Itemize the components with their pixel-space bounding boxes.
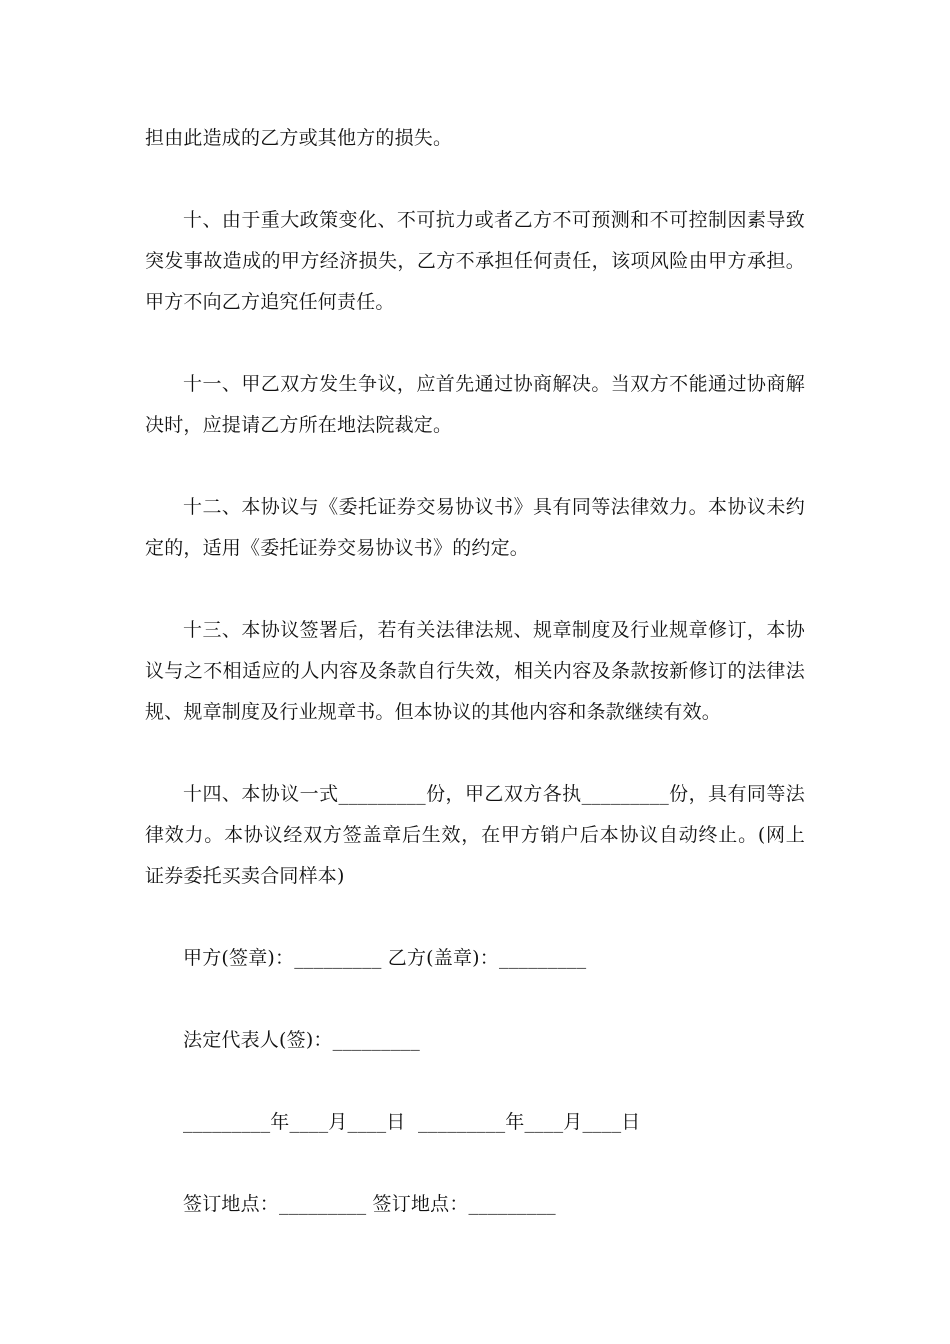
date-line: _________年____月____日 _________年____月____日 <box>183 1111 641 1133</box>
clause-12: 十二、本协议与《委托证券交易协议书》具有同等法律效力。本协议未约定的，适用《委托证券交易协议书》的约定。 <box>145 496 805 559</box>
clause-11: 十一、甲乙双方发生争议，应首先通过协商解决。当双方不能通过协商解决时，应提请乙方所在地法院裁定。 <box>145 373 805 436</box>
clause-10: 十、由于重大政策变化、不可抗力或者乙方不可预测和不可控制因素导致突发事故造成的甲方经济损失，乙方不承担任何责任，该项风险由甲方承担。甲方不向乙方追究任何责任。 <box>145 209 805 313</box>
legal-representative-line: 法定代表人(签)：_________ <box>183 1029 420 1051</box>
clause-13: 十三、本协议签署后，若有关法律法规、规章制度及行业规章修订，本协议与之不相适应的人内容及条款自行失效，相关内容及条款按新修订的法律法规、规章制度及行业规章书。但本协议的其他内容和条款继续有效。 <box>145 619 805 723</box>
paragraph-continuation: 担由此造成的乙方或其他方的损失。 <box>145 127 453 149</box>
signature-party-line: 甲方(签章)：_________ 乙方(盖章)：_________ <box>183 947 587 969</box>
document-body <box>145 118 805 1266</box>
signing-location-line: 签订地点：_________ 签订地点：_________ <box>183 1193 556 1215</box>
clause-14: 十四、本协议一式_________份，甲乙双方各执_________份，具有同等法律效力。本协议经双方签盖章后生效，在甲方销户后本协议自动终止。(网上证券委托买卖合同样本) <box>145 783 805 887</box>
